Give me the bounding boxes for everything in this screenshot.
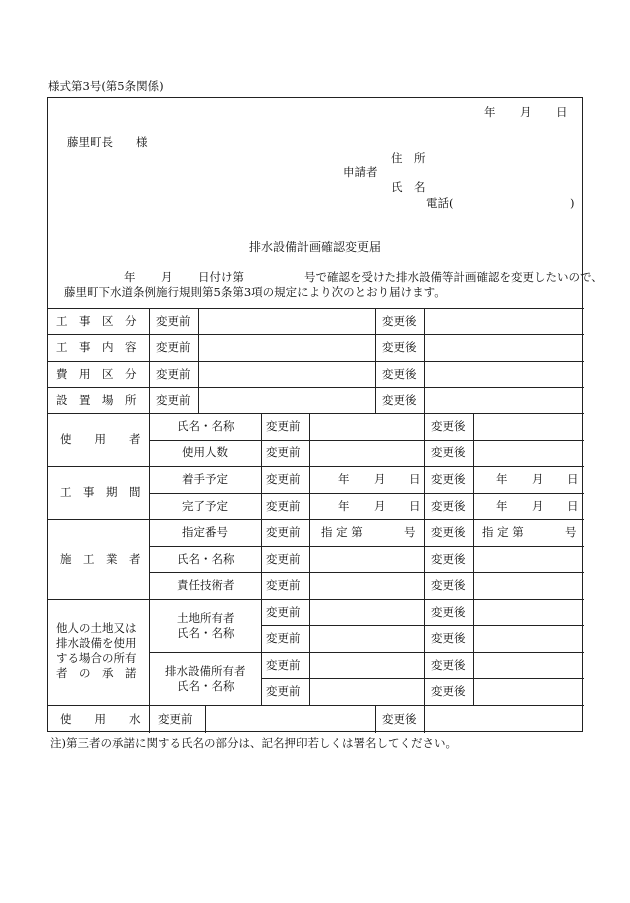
body-date-ref: 日付け第 [198, 270, 244, 284]
before-label: 変更前 [266, 631, 301, 645]
designation-before-prefix: 指 定 第 [321, 525, 363, 539]
applicant-phone-label: 電話( [426, 196, 454, 210]
finish-after-month: 月 [532, 499, 544, 513]
before-label: 変更前 [156, 340, 191, 354]
label-water: 使 用 水 [60, 712, 141, 726]
label-consent-4: 者 の 承 諾 [56, 666, 137, 680]
applicant-address-label: 住 所 [391, 151, 426, 165]
date-month: 月 [520, 105, 532, 119]
label-finish: 完了予定 [182, 499, 228, 513]
designation-after-suffix: 号 [565, 525, 577, 539]
after-label: 変更後 [382, 367, 417, 381]
label-land-owner-2: 氏名・名称 [177, 626, 235, 640]
after-label: 変更後 [431, 552, 466, 566]
before-label: 変更前 [156, 393, 191, 407]
finish-before-day: 日 [409, 499, 421, 513]
start-after-month: 月 [532, 472, 544, 486]
label-work-content: 工 事 内 容 [56, 340, 137, 354]
label-start: 着手予定 [182, 472, 228, 486]
after-label: 変更後 [382, 340, 417, 354]
date-year: 年 [484, 105, 496, 119]
applicant-phone-close: ) [570, 196, 575, 210]
before-label: 変更前 [266, 605, 301, 619]
label-drain-owner-2: 氏名・名称 [177, 679, 235, 693]
finish-before-year: 年 [338, 499, 350, 513]
label-user-name: 氏名・名称 [177, 419, 235, 433]
finish-before-month: 月 [374, 499, 386, 513]
before-label: 変更前 [266, 472, 301, 486]
body-line2: 藤里町下水道条例施行規則第5条第3項の規定により次のとおり届けます。 [64, 285, 446, 299]
start-after-year: 年 [496, 472, 508, 486]
start-before-day: 日 [409, 472, 421, 486]
start-after-day: 日 [567, 472, 579, 486]
footnote: 注)第三者の承諾に関する氏名の部分は、記名押印若しくは署名してください。 [50, 736, 457, 750]
label-work-category: 工 事 区 分 [56, 314, 137, 328]
body-month: 月 [161, 270, 173, 284]
after-label: 変更後 [431, 499, 466, 513]
after-label: 変更後 [382, 393, 417, 407]
label-drain-owner-1: 排水設備所有者 [165, 664, 246, 678]
label-contractor-name: 氏名・名称 [177, 552, 235, 566]
label-user-count: 使用人数 [182, 445, 228, 459]
start-before-year: 年 [338, 472, 350, 486]
start-before-month: 月 [374, 472, 386, 486]
after-label: 変更後 [382, 314, 417, 328]
after-label: 変更後 [431, 578, 466, 592]
addressee: 藤里町長 様 [67, 135, 148, 149]
before-label: 変更前 [156, 367, 191, 381]
label-contractor: 施 工 業 者 [60, 552, 141, 566]
after-label: 変更後 [431, 472, 466, 486]
date-day: 日 [556, 105, 568, 119]
body-line1-tail: 号で確認を受けた排水設備等計画確認を変更したいので、 [304, 270, 603, 284]
before-label: 変更前 [266, 578, 301, 592]
before-label: 変更前 [266, 445, 301, 459]
after-label: 変更後 [431, 419, 466, 433]
applicant-label: 申請者 [343, 165, 378, 179]
body-year: 年 [124, 270, 136, 284]
label-consent-3: する場合の所有 [56, 651, 137, 665]
applicant-name-label: 氏 名 [391, 180, 426, 194]
finish-after-day: 日 [567, 499, 579, 513]
before-label: 変更前 [266, 525, 301, 539]
before-label: 変更前 [266, 419, 301, 433]
label-user: 使 用 者 [60, 432, 141, 446]
after-label: 変更後 [431, 684, 466, 698]
label-period: 工 事 期 間 [60, 485, 141, 499]
form-number: 様式第3号(第5条関係) [48, 79, 164, 93]
label-consent-1: 他人の土地又は [56, 621, 137, 635]
after-label: 変更後 [431, 658, 466, 672]
finish-after-year: 年 [496, 499, 508, 513]
form-title: 排水設備計画確認変更届 [249, 240, 382, 254]
before-label: 変更前 [266, 684, 301, 698]
after-label: 変更後 [382, 712, 417, 726]
before-label: 変更前 [266, 658, 301, 672]
after-label: 変更後 [431, 525, 466, 539]
designation-after-prefix: 指 定 第 [482, 525, 524, 539]
label-cost-category: 費 用 区 分 [56, 367, 137, 381]
label-chief-engineer: 責任技術者 [177, 578, 235, 592]
label-land-owner-1: 土地所有者 [177, 611, 235, 625]
label-consent-2: 排水設備を使用 [56, 636, 137, 650]
before-label: 変更前 [156, 314, 191, 328]
before-label: 変更前 [266, 499, 301, 513]
before-label: 変更前 [266, 552, 301, 566]
after-label: 変更後 [431, 605, 466, 619]
form-box [47, 97, 603, 732]
after-label: 変更後 [431, 631, 466, 645]
after-label: 変更後 [431, 445, 466, 459]
label-location: 設 置 場 所 [56, 393, 137, 407]
designation-before-suffix: 号 [404, 525, 416, 539]
label-designation-no: 指定番号 [182, 525, 228, 539]
before-label: 変更前 [158, 712, 193, 726]
